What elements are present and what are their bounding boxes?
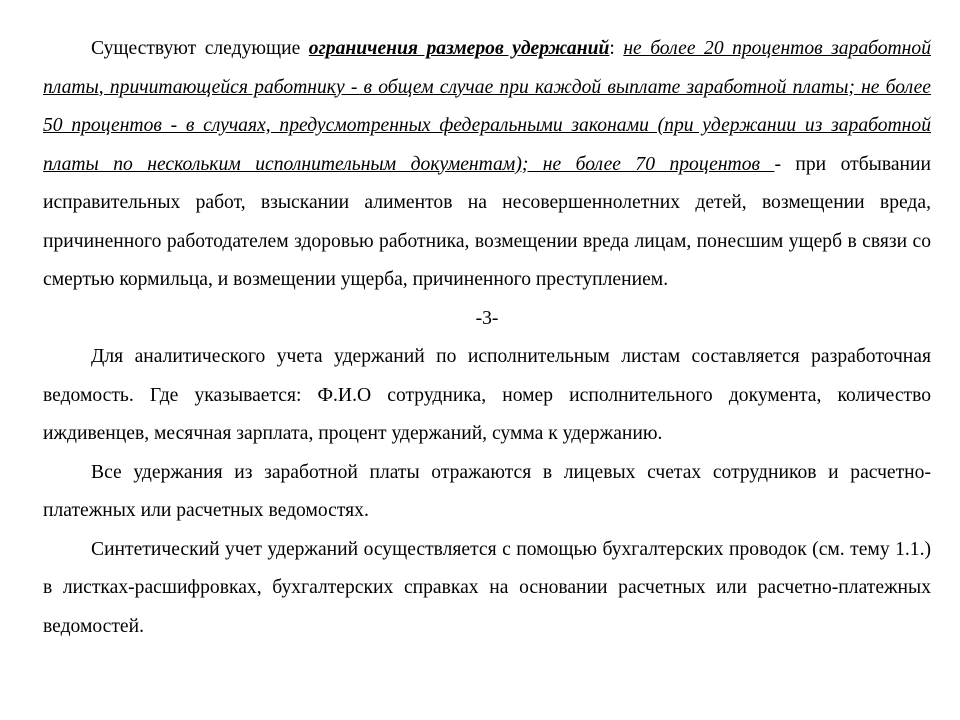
paragraph-personal-accounts: Все удержания из заработной платы отражаются в лицевых счетах сотрудников и расчетно-платежных или расчетных ведомостях. bbox=[43, 461, 931, 521]
paragraph-synthetic-accounting: Синтетический учет удержаний осуществляется с помощью бухгалтерских проводок (см. тему 1.1.) в листках-расшифровках, бухгалтерских справках на основании расчетных или расчетно-платежных ведомостей. bbox=[43, 538, 931, 637]
section-number: -3- bbox=[475, 307, 499, 329]
paragraph-analytical-accounting: Для аналитического учета удержаний по исполнительным листам составляется разработочная ведомость. Где указывается: Ф.И.О сотрудника, номер исполнительного документа, количество иждивенцев, месячная зарплата, процент удержаний, сумма к удержанию. bbox=[43, 346, 931, 444]
deduction-limits-list: не более 20 процентов заработной платы, причитающейся работнику - в общем случае при каждой выплате заработной платы; не более 50 процентов - в случаях, предусмотренных федеральными законами (при удержании из заработной платы по нескольким исполнительным документам); не более 70 процентов bbox=[43, 38, 931, 175]
paragraph-rest-text: - при отбывании исправительных работ, взыскании алиментов на несовершеннолетних детей, возмещении вреда, причиненного работодателем здоровью работника, возмещении вреда лицам, понесшим ущерб в связи со смертью кормильца, и возмещении ущерба, причиненного преступлением. bbox=[43, 153, 931, 290]
paragraph-deduction-limits bbox=[43, 30, 931, 300]
colon-text: : bbox=[609, 38, 624, 59]
paragraph-intro-text: Существуют следующие bbox=[91, 38, 309, 59]
deduction-limits-term: ограничения размеров удержаний bbox=[308, 38, 610, 59]
document-page bbox=[43, 30, 931, 646]
